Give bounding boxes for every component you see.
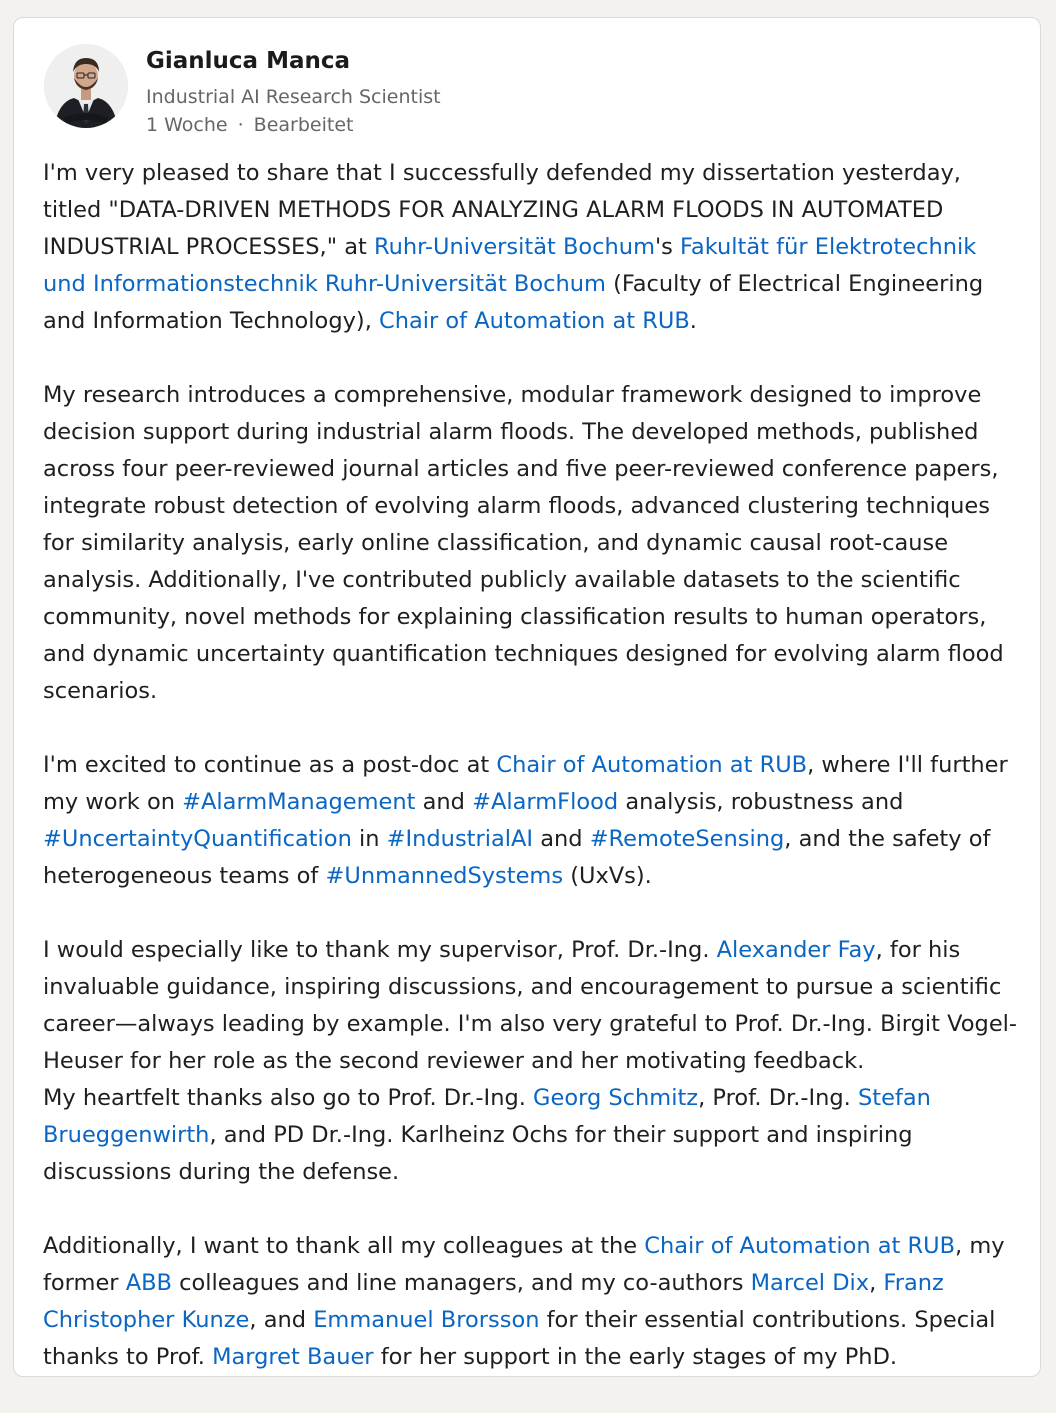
hashtag-industrial-ai[interactable]: #IndustrialAI [386, 826, 534, 852]
text-span: , Prof. Dr.-Ing. [698, 1085, 858, 1111]
paragraph-thanks-colleagues [43, 1228, 1018, 1376]
post-time: 1 Woche [146, 114, 228, 136]
author-name[interactable]: Gianluca Manca [146, 48, 351, 74]
paragraph-dissertation [43, 155, 1018, 340]
text-span: I'm excited to continue as a post-doc at [43, 752, 497, 778]
post-card [13, 17, 1041, 1377]
mention-franz-christopher-kunze[interactable]: Franz Christopher Kunze [43, 1270, 944, 1333]
mention-abb[interactable]: ABB [125, 1270, 172, 1296]
author-headline: Industrial AI Research Scientist [146, 86, 441, 108]
text-span: My heartfelt thanks also go to Prof. Dr.-Ing. [43, 1085, 534, 1111]
text-span: and [415, 789, 473, 815]
mention-marcel-dix[interactable]: Marcel Dix [750, 1270, 870, 1296]
text-span: analysis, robustness and [618, 789, 904, 815]
meta-separator: · [237, 114, 244, 136]
mention-chair-of-automation[interactable]: Chair of Automation at RUB [644, 1233, 956, 1259]
text-span: and [533, 826, 590, 852]
avatar-photo [44, 44, 128, 128]
text-span: Additionally, I want to thank all my colleagues at the [43, 1233, 645, 1259]
mention-ruhr-universitaet-bochum[interactable]: Ruhr-Universität Bochum [373, 234, 655, 260]
text-span: colleagues and line managers, and my co-authors [171, 1270, 751, 1296]
mention-emmanuel-brorsson[interactable]: Emmanuel Brorsson [313, 1307, 540, 1333]
hashtag-alarm-management[interactable]: #AlarmManagement [182, 789, 416, 815]
edited-label: Bearbeitet [253, 114, 354, 136]
text-span: , my former [43, 1233, 1005, 1296]
text-span: in [351, 826, 387, 852]
mention-stefan-brueggenwirth[interactable]: Stefan Brueggenwirth [43, 1085, 931, 1148]
text-span: , and PD Dr.-Ing. Karlheinz Ochs for their support and inspiring discussions during the defense. [43, 1122, 913, 1185]
hashtag-remote-sensing[interactable]: #RemoteSensing [589, 826, 785, 852]
author-avatar[interactable] [44, 44, 128, 128]
text-span: , and [249, 1307, 314, 1333]
text-span: I'm very pleased to share that I successfully defended my dissertation yesterday, titled "DATA-DRIVEN METHODS FOR ANALYZING ALARM FLOODS IN AUTOMATED INDUSTRIAL PROCESSES," at [43, 160, 961, 260]
hashtag-alarm-flood[interactable]: #AlarmFlood [472, 789, 619, 815]
text-span: , and the safety of heterogeneous teams of [43, 826, 991, 889]
mention-margret-bauer[interactable]: Margret Bauer [212, 1344, 374, 1370]
text-span: My research introduces a comprehensive, modular framework designed to improve decision support during industrial alarm floods. The developed methods, published across four peer-reviewed journal articles and five peer-reviewed conference papers, integrate robust detection of evolving alarm floods, advanced clustering techniques for similarity analysis, early online classification, and dynamic causal root-cause analysis. Additionally, I've contributed publicly available datasets to the scientific community, novel methods for explaining classification results to human operators, and dynamic uncertainty quantification techniques designed for evolving alarm flood scenarios. [43, 382, 1004, 704]
text-span: , [869, 1270, 884, 1296]
text-span: (UxVs). [563, 863, 652, 889]
text-span: for their essential contributions. Special thanks to Prof. [43, 1307, 996, 1370]
mention-alexander-fay[interactable]: Alexander Fay [716, 937, 876, 963]
mention-chair-of-automation[interactable]: Chair of Automation at RUB [379, 308, 690, 334]
text-span: , for his invaluable guidance, inspiring discussions, and encouragement to pursue a scientific career—always leading by example. I'm also very grateful to Prof. Dr.-Ing. Birgit Vogel-Heuser for her role as the second reviewer and her motivating feedback. [43, 937, 1018, 1074]
post-body [43, 155, 1018, 1413]
paragraph-thanks-supervisors [43, 932, 1018, 1191]
text-span: , where I'll further my work on [43, 752, 1008, 815]
mention-georg-schmitz[interactable]: Georg Schmitz [533, 1085, 699, 1111]
paragraph-research [43, 377, 1018, 710]
text-span: I would especially like to thank my supervisor, Prof. Dr.-Ing. [43, 937, 717, 963]
hashtag-uncertainty-quantification[interactable]: #UncertaintyQuantification [43, 826, 352, 852]
post-meta [146, 114, 353, 136]
text-span: for her support in the early stages of my PhD. [373, 1344, 898, 1370]
hashtag-unmanned-systems[interactable]: #UnmannedSystems [325, 863, 564, 889]
mention-chair-of-automation[interactable]: Chair of Automation at RUB [496, 752, 808, 778]
text-span: (Faculty of Electrical Engineering and Information Technology), [43, 271, 984, 334]
mention-fakultaet-elektrotechnik[interactable]: Fakultät für Elektrotechnik und Informationstechnik Ruhr-Universität Bochum [43, 234, 977, 297]
text-span: 's [654, 234, 681, 260]
paragraph-postdoc [43, 747, 1018, 895]
text-span: . [689, 308, 697, 334]
